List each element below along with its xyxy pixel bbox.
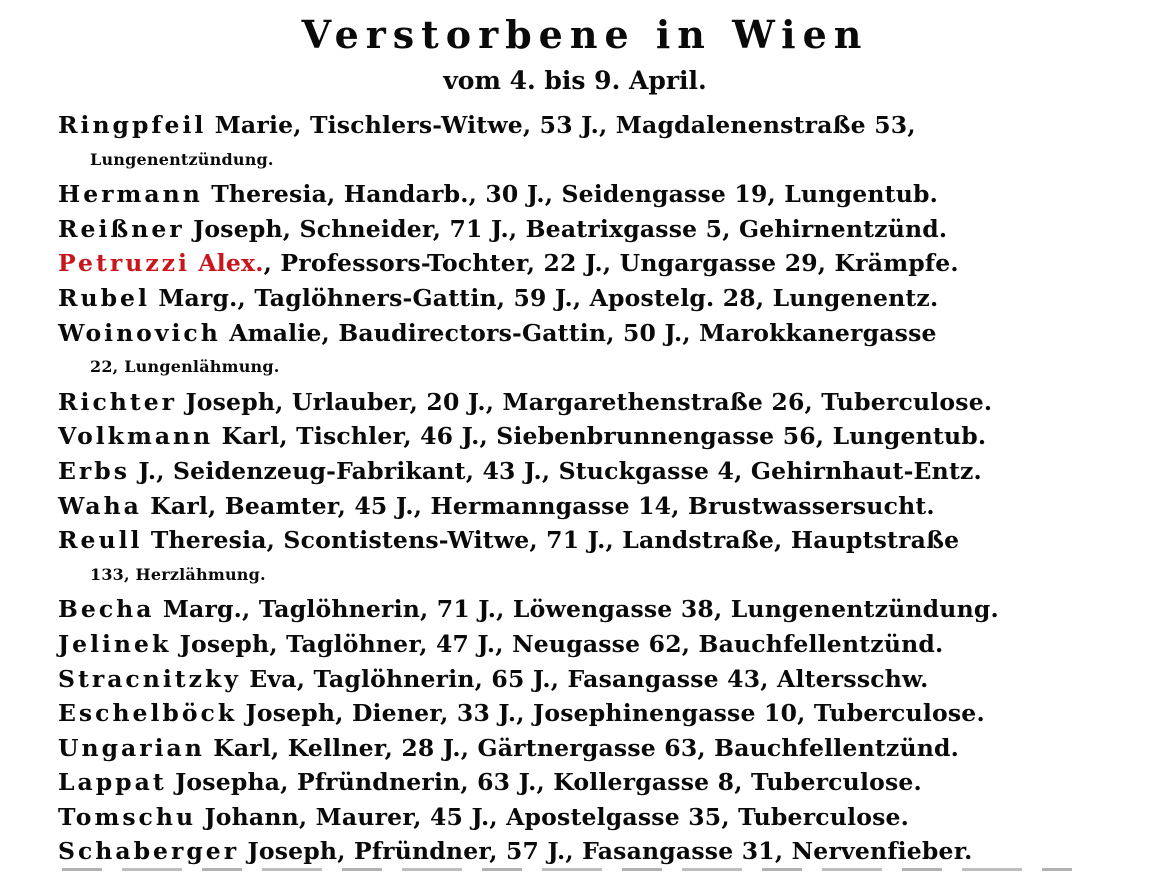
bottom-rule xyxy=(62,868,1072,871)
entry-surname: Ringpfeil xyxy=(58,111,207,139)
page-title: Verstorbene in Wien xyxy=(301,12,869,57)
list-item-continuation xyxy=(58,143,1143,178)
list-item xyxy=(58,316,1143,351)
list-item xyxy=(58,662,1143,697)
list-item-highlighted xyxy=(58,246,1143,281)
list-item xyxy=(58,419,1143,454)
entry-surname: Stracnitzky xyxy=(58,664,241,693)
entry-details: Marie, Tischlers-Witwe, 53 J., Magdalenenstraße 53, xyxy=(214,111,916,139)
list-item xyxy=(58,592,1143,627)
list-item xyxy=(58,281,1143,316)
entry-details: Karl, Beamter, 45 J., Hermanngasse 14, Brustwassersucht. xyxy=(150,491,935,520)
entry-details-continued: Lungenentzündung. xyxy=(90,149,274,169)
list-item xyxy=(58,696,1143,731)
entry-surname-highlighted: Petruzzi xyxy=(58,249,190,278)
entry-surname: Volkmann xyxy=(58,422,214,451)
entry-surname: Eschelböck xyxy=(58,699,238,728)
entry-given-name-highlighted: Alex. xyxy=(198,249,264,278)
list-item-continuation xyxy=(58,350,1143,385)
entry-details-continued: 22, Lungenlähmung. xyxy=(90,357,280,377)
entry-surname: Jelinek xyxy=(58,629,172,658)
entry-details: Joseph, Pfründner, 57 J., Fasangasse 31, Nervenfieber. xyxy=(247,837,973,866)
entry-surname: Waha xyxy=(58,491,142,520)
entry-surname: Schaberger xyxy=(58,837,240,866)
entry-details: Joseph, Diener, 33 J., Josephinengasse 10, Tuberculose. xyxy=(245,699,985,728)
list-item xyxy=(58,212,1143,247)
entry-surname: Ungarian xyxy=(58,733,205,762)
death-notices-list xyxy=(58,108,1143,869)
list-item-continuation xyxy=(58,558,1143,593)
list-item xyxy=(58,765,1143,800)
entry-surname: Reißner xyxy=(58,214,185,243)
list-item xyxy=(58,385,1143,420)
entry-details: Theresia, Handarb., 30 J., Seidengasse 19, Lungentub. xyxy=(211,180,939,209)
entry-surname: Woinovich xyxy=(58,318,221,347)
entry-details: Karl, Tischler, 46 J., Siebenbrunnengasse 56, Lungentub. xyxy=(221,422,987,451)
entry-surname: Tomschu xyxy=(58,802,197,831)
list-item xyxy=(58,627,1143,662)
entry-details: J., Seidenzeug-Fabrikant, 43 J., Stuckgasse 4, Gehirnhaut-Entz. xyxy=(138,456,982,485)
list-item xyxy=(58,177,1143,212)
list-item xyxy=(58,489,1143,524)
entry-surname: Richter xyxy=(58,387,178,416)
entry-details: Josepha, Pfründnerin, 63 J., Kollergasse 8, Tuberculose. xyxy=(175,768,922,797)
entry-surname: Becha xyxy=(58,595,155,624)
entry-details: Joseph, Urlauber, 20 J., Margarethenstraße 26, Tuberculose. xyxy=(185,387,993,416)
entry-surname: Rubel xyxy=(58,283,150,312)
entry-details: Joseph, Schneider, 71 J., Beatrixgasse 5, Gehirnentzünd. xyxy=(193,214,948,243)
entry-details: Eva, Taglöhnerin, 65 J., Fasangasse 43, Altersschw. xyxy=(249,664,929,693)
entry-details: Amalie, Baudirectors-Gattin, 50 J., Marokkanergasse xyxy=(229,318,937,347)
list-item xyxy=(58,834,1143,869)
list-item xyxy=(58,454,1143,489)
entry-details: , Professors-Tochter, 22 J., Ungargasse 29, Krämpfe. xyxy=(263,249,959,278)
entry-details: Theresia, Scontistens-Witwe, 71 J., Landstraße, Hauptstraße xyxy=(150,526,960,555)
entry-details: Marg., Taglöhnerin, 71 J., Löwengasse 38, Lungenentzündung. xyxy=(162,595,999,624)
page-subtitle: vom 4. bis 9. April. xyxy=(443,66,707,95)
entry-details: Joseph, Taglöhner, 47 J., Neugasse 62, Bauchfellentzünd. xyxy=(179,629,944,658)
entry-details: Marg., Taglöhners-Gattin, 59 J., Apostelg. 28, Lungenentz. xyxy=(158,283,939,312)
list-item xyxy=(58,800,1143,835)
list-item xyxy=(58,523,1143,558)
entry-surname: Reull xyxy=(58,526,143,555)
entry-details: Johann, Maurer, 45 J., Apostelgasse 35, Tuberculose. xyxy=(204,802,910,831)
entry-details: Karl, Kellner, 28 J., Gärtnergasse 63, Bauchfellentzünd. xyxy=(213,733,960,762)
entry-surname: Erbs xyxy=(58,456,130,485)
entry-details-continued: 133, Herzlähmung. xyxy=(90,564,266,584)
list-item xyxy=(58,108,1143,143)
list-item xyxy=(58,731,1143,766)
entry-surname: Lappat xyxy=(58,768,167,797)
entry-surname: Hermann xyxy=(58,180,203,209)
